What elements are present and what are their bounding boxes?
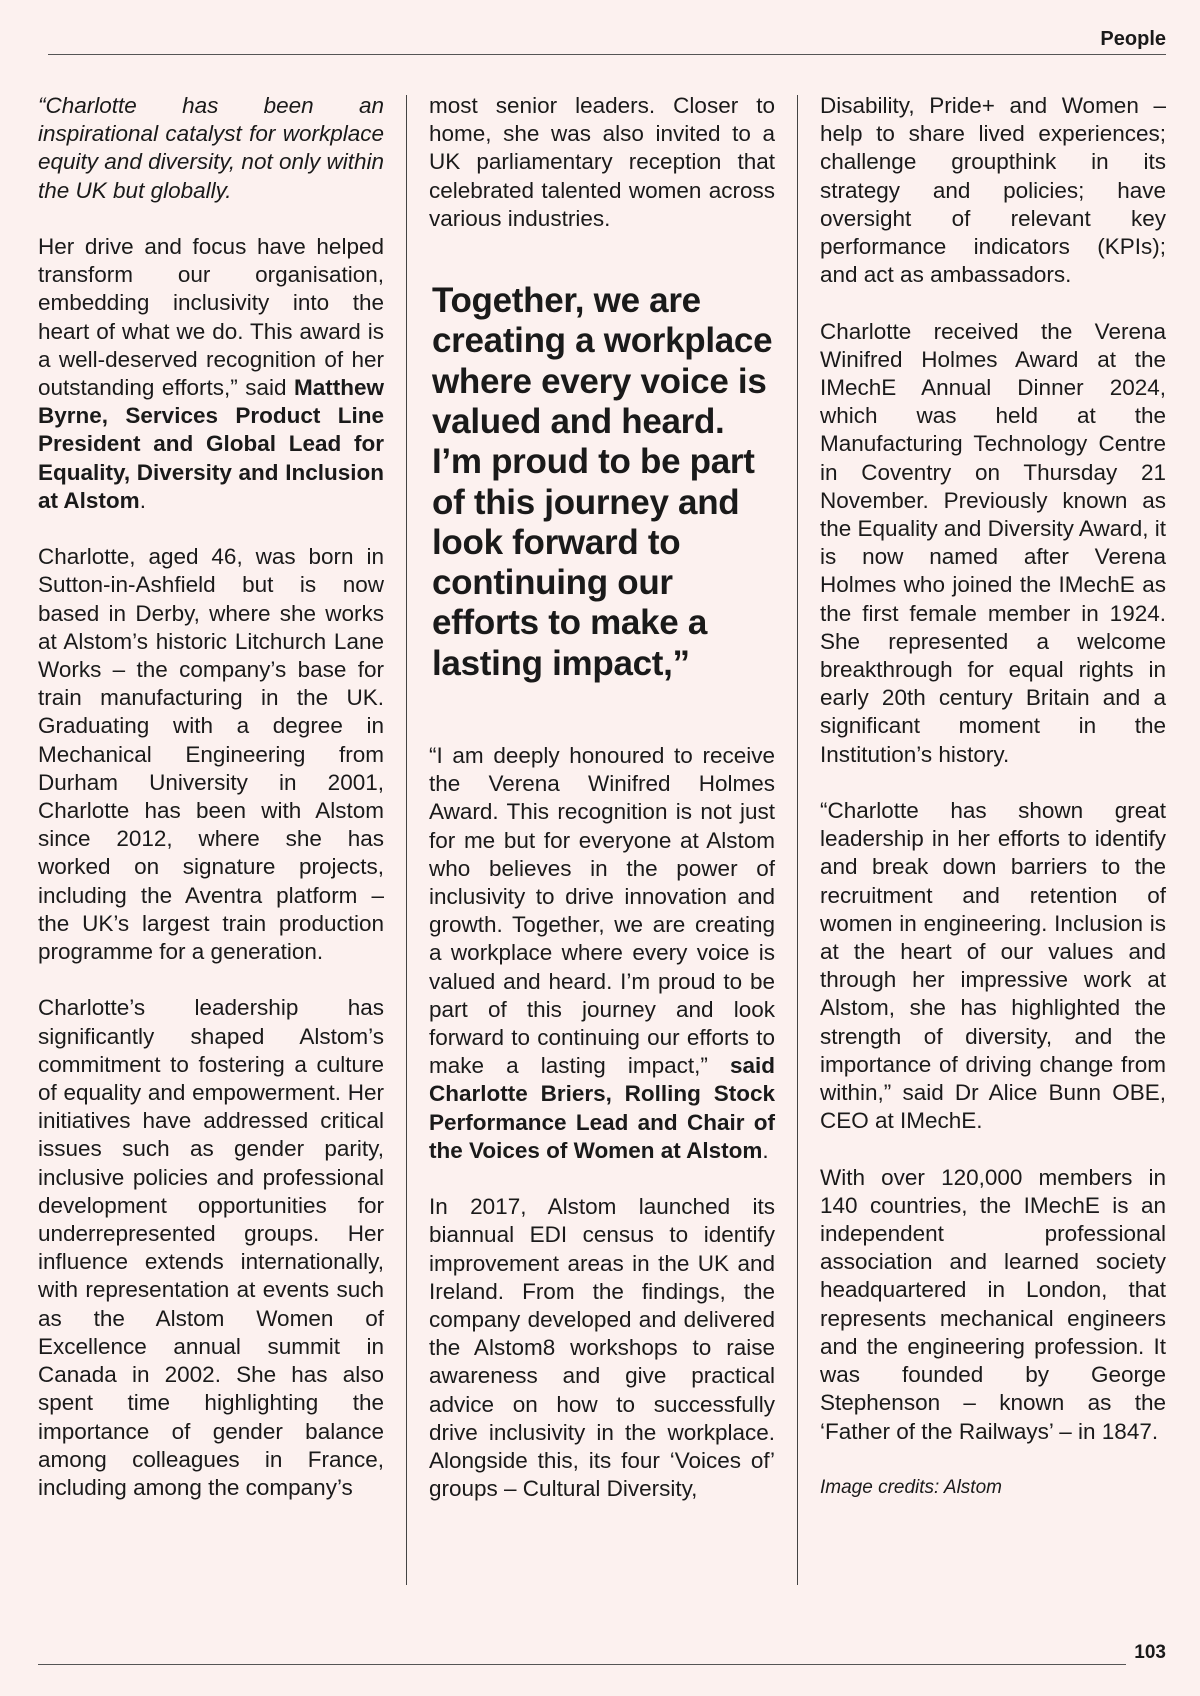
pull-quote: Together, we are creating a workplace where every voice is valued and heard. I’m proud to be part of this journey and look forward to continuing our efforts to make a lasting impact,” <box>432 281 773 683</box>
speaker-attribution: said Charlotte Briers, Rolling Stock Performance Lead and Chair of the Voices of Women at Alstom <box>429 1053 775 1163</box>
paragraph: In 2017, Alstom launched its biannual EDI census to identify improvement areas in the UK and Ireland. From the findings, the company developed and delivered the Alstom8 workshops to raise awareness and give practical advice on how to successfully drive inclusivity in the workplace. Alongside this, its four ‘Voices of’ groups – Cultural Diversity, <box>429 1194 775 1502</box>
article-column-1 <box>38 92 384 1530</box>
column-divider-2 <box>797 95 798 1585</box>
paragraph: Disability, Pride+ and Women – help to share lived experiences; challenge groupthink in its strategy and policies; have oversight of relevant key performance indicators (KPIs); and act as ambassadors. <box>820 93 1166 288</box>
paragraph <box>38 233 384 515</box>
paragraph: Charlotte, aged 46, was born in Sutton-in-Ashfield but is now based in Derby, where she works at Alstom’s historic Litchurch Lane Works – the company’s base for train manufacturing in the UK. Graduating with a degree in Mechanical Engineering from Durham University in 2001, Charlotte has been with Alstom since 2012, where she has worked on signature projects, including the Aventra platform – the UK’s largest train production programme for a generation. <box>38 544 384 965</box>
paragraph-end: . <box>762 1137 769 1163</box>
opening-quote: “Charlotte has been an inspirational catalyst for workplace equity and diversity, not only within the UK but globally. <box>38 93 385 203</box>
header-divider <box>48 54 1166 55</box>
paragraph: With over 120,000 members in 140 countries, the IMechE is an independent professional association and learned society headquartered in London, that represents mechanical engineers and the engineering profession. It was founded by George Stephenson – known as the ‘Father of the Railways’ – in 1847. <box>820 1164 1166 1444</box>
section-title: People <box>1100 28 1166 50</box>
speaker-attribution: Matthew Byrne, Services Product Line President and Global Lead for Equality, Diversity and Inclusion at Alstom <box>38 375 384 513</box>
article-column-3 <box>820 92 1166 1530</box>
paragraph-text: Her drive and focus have helped transform our organisation, embedding inclusivity into the heart of what we do. This award is a well-deserved recognition of her outstanding efforts,” said <box>38 234 384 401</box>
paragraph <box>429 742 775 1165</box>
page-number: 103 <box>1134 1642 1166 1663</box>
paragraph: Charlotte received the Verena Winifred Holmes Award at the IMechE Annual Dinner 2024, which was held at the Manufacturing Technology Centre in Coventry on Thursday 21 November. Previously known as the Equality and Diversity Award, it is now named after Verena Holmes who joined the IMechE as the first female member in 1924. She represented a welcome breakthrough for equal rights in early 20th century Britain and a significant moment in the Institution’s history. <box>820 318 1167 767</box>
paragraph-text: “I am deeply honoured to receive the Verena Winifred Holmes Award. This recognition is not just for me but for everyone at Alstom who believes in the power of inclusivity to drive innovation and growth. Together, we are creating a workplace where every voice is valued and heard. I’m proud to be part of this journey and look forward to continuing our efforts to make a lasting impact,” <box>429 742 775 1079</box>
article-column-2 <box>429 92 775 1532</box>
footer-divider <box>38 1664 1126 1665</box>
column-divider-1 <box>406 95 407 1585</box>
paragraph: “Charlotte has shown great leadership in her efforts to identify and break down barriers to the recruitment and retention of women in engineering. Inclusion is at the heart of our values and through her impressive work at Alstom, she has highlighted the strength of diversity, and the importance of driving change from within,” said Dr Alice Bunn OBE, CEO at IMechE. <box>820 798 1166 1134</box>
paragraph-end: . <box>139 487 146 513</box>
paragraph: most senior leaders. Closer to home, she was also invited to a UK parliamentary reception that celebrated talented women across various industries. <box>429 93 775 231</box>
paragraph: Charlotte’s leadership has significantly shaped Alstom’s commitment to fostering a culture of equality and empowerment. Her initiatives have addressed critical issues such as gender parity, inclusive policies and professional development opportunities for underrepresented groups. Her influence extends internationally, with representation at events such as the Alstom Women of Excellence annual summit in Canada in 2002. She has also spent time highlighting the importance of gender balance among colleagues in France, including among the company’s <box>38 995 384 1500</box>
image-credits: Image credits: Alstom <box>820 1476 1002 1498</box>
